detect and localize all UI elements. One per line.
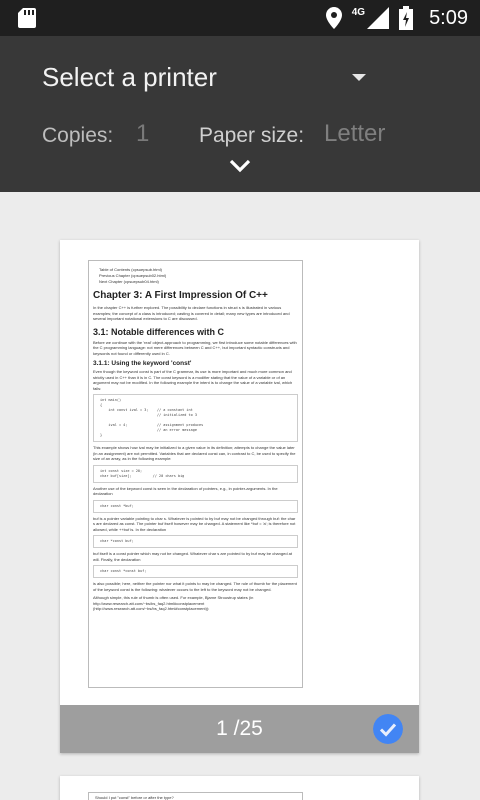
doc-link: Table of Contents (cpsuepsub.html)	[99, 267, 162, 272]
page-number: 1 /25	[216, 717, 263, 740]
doc-code-block: int const size = 20; char buf[size]; // 20 chars big	[93, 465, 298, 483]
dropdown-arrow-icon[interactable]	[352, 74, 366, 81]
next-page-snippet: Should I put "const" before or after the type?	[88, 792, 303, 800]
doc-paragraph: This example shows how ival may be initialized to a given value in its definition; attempts to change the value later (in an assignment) are not permitted. Variables that are declared const can, in contrast to C, be used to specify the size of an array, as in the following example:	[93, 445, 296, 461]
sd-card-icon	[18, 8, 36, 28]
doc-code-block: int main() { int const ival = 3; // a constant int // initialized to 3 ival = 4; // assignment produces // an error message }	[93, 394, 298, 442]
paper-size-label: Paper size:	[199, 124, 305, 147]
expand-options-icon[interactable]	[229, 158, 251, 174]
page-footer-bar	[60, 705, 419, 753]
doc-paragraph: is also possible; here, neither the pointer nor what it points to may be changed. The rule of thumb for the placement of the keyword const is the following: whatever occurs to the left to the keyword may not be changed.	[93, 581, 297, 592]
signal-icon	[367, 7, 389, 29]
doc-link: Next Chapter (cpsuepsub04.html)	[99, 279, 159, 284]
paper-size-select[interactable]: Letter	[324, 120, 386, 147]
doc-link: Previous Chapter (cpsuepsub02.html)	[99, 273, 167, 278]
doc-paragraph: Although simple, this rule of thumb is often used. For example, Bjarne Stroustrup states (in http://www.research.att.com/~bs/bs_faq2.html#constplacement (http://www.research.att.com/~bs/bs_faq2.html#constplacement)):	[93, 595, 254, 611]
doc-paragraph: Before we continue with the 'real' object-approach to programming, we first introduce some notable differences with the C programming language: not mere differences between C and C++, but important syntactic constructs and keywords not found or differently used in C.	[93, 339, 297, 356]
doc-subsection-heading: 3.1.1: Using the keyword 'const'	[93, 360, 192, 367]
copies-label: Copies:	[42, 124, 114, 147]
battery-icon	[399, 6, 413, 30]
doc-paragraph: Another use of the keyword const is seen in the declaration of pointers, e.g., in pointer-arguments. In the declaration	[93, 485, 278, 496]
status-bar	[0, 0, 480, 36]
doc-paragraph: buf is a pointer variable pointing to char s. Whatever is pointed to by buf may not be changed through buf: the char s are declared as const. The pointer buf itself however may be changed. A statement like *buf = 'a'; is therefore not allowed, while ++buf is. In the declaration	[93, 515, 296, 532]
clock: 5:09	[429, 6, 468, 29]
print-options-panel	[0, 36, 480, 192]
doc-paragraph: buf itself is a const pointer which may not be changed. Whatever char s are pointed to by buf may be changed at will. Finally, the declaration	[93, 551, 293, 562]
doc-code-block: char const *buf;	[93, 500, 298, 513]
page-selected-check-icon[interactable]	[373, 714, 403, 744]
page-preview[interactable]	[60, 240, 419, 753]
doc-title: Chapter 3: A First Impression Of C++	[93, 290, 268, 301]
copies-input[interactable]: 1	[136, 120, 150, 147]
page-preview[interactable]	[60, 776, 419, 800]
doc-section-heading: 3.1: Notable differences with C	[93, 326, 225, 337]
network-type: 4G	[351, 6, 366, 18]
printer-select[interactable]: Select a printer	[42, 62, 217, 92]
doc-paragraph: In the chapter C++ is further explored. The possibility to declare functions in struct s is illustrated in various examples; the concept of a class is introduced; casting is covered in detail; many new types are introduced and several important notational extensions to C are discussed.	[93, 305, 290, 321]
document-content	[88, 260, 303, 688]
doc-code-block: char *const buf;	[93, 535, 298, 548]
doc-code-block: char const *const buf;	[93, 565, 298, 578]
location-icon	[326, 7, 342, 29]
doc-paragraph: Even though the keyword const is part of the C grammar, its use is more important and much more common and strictly used in C++ than it is in C. The const keyword is a modifier stating that the value of a variable or of an argument may not be modified. In the following example the intent is to change the value of a variable ival, which fails:	[93, 369, 293, 391]
